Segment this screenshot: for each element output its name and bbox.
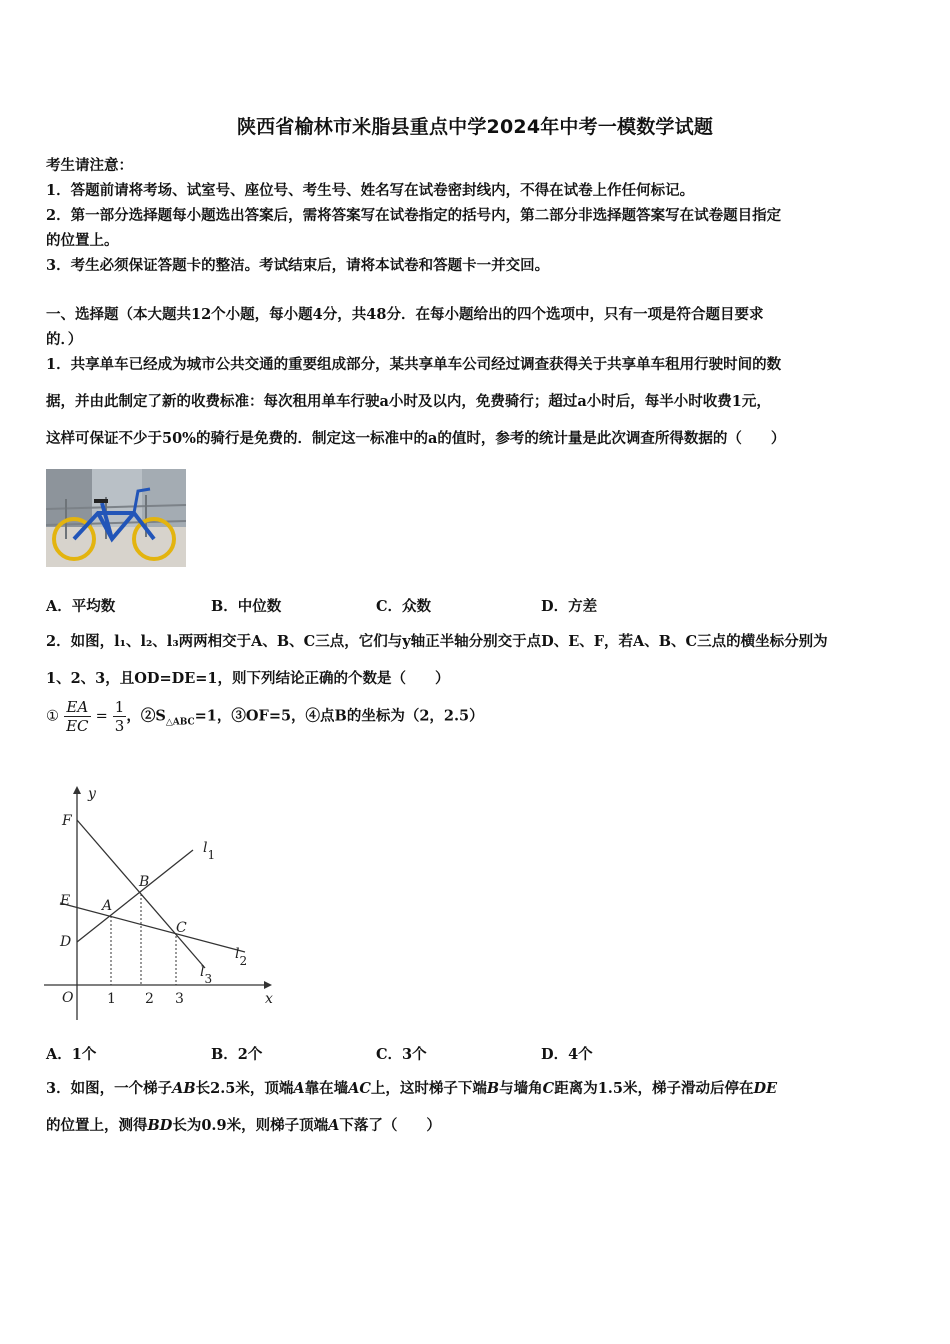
value-numerator: 1 (114, 698, 125, 716)
fraction-numerator: EA (64, 698, 90, 717)
notice-item-1: 1．答题前请将考场、试室号、座位号、考生号、姓名写在试卷密封线内，不得在试卷上作任何标记。 (46, 182, 695, 199)
q3-a: A (293, 1080, 305, 1097)
tick-3: 3 (175, 991, 184, 1007)
notice-heading: 考生请注意： (46, 157, 133, 174)
q2-line-2: 1、2、3，且OD=DE=1，则下列结论正确的个数是（ ） (46, 670, 450, 687)
q1-line-2: 据，并由此制定了新的收费标准：每次租用单车行驶a小时及以内，免费骑行；超过a小时后，每半小时收费1元， (46, 393, 771, 410)
q3-text-5: 与墙角 (499, 1080, 543, 1097)
label-l1 (203, 840, 215, 862)
label-l3 (200, 964, 212, 986)
line-l2 (60, 903, 245, 952)
q2-option-d[interactable]: D．4个 (541, 1046, 593, 1063)
q1-option-a[interactable]: A．平均数 (46, 598, 116, 615)
y-axis-arrow (73, 786, 81, 794)
l2-letter: l (235, 946, 240, 962)
q3-text-6: 距离为1.5米，梯子滑动后停在 (554, 1080, 754, 1097)
q1-option-d[interactable]: D．方差 (541, 598, 598, 615)
q3-text-4: 上，这时梯子下端 (370, 1080, 487, 1097)
label-o: O (62, 990, 74, 1006)
label-x: x (265, 991, 273, 1007)
q2-line-1: 2．如图，l₁、l₂、l₃两两相交于A、B、C三点，它们与y轴正半轴分别交于点D、E、F，若A、B、C三点的横坐标分别为 (46, 633, 828, 650)
q3-text-8: 长为0.9米，则梯子顶端 (172, 1117, 329, 1134)
q2-option-b[interactable]: B．2个 (211, 1046, 263, 1063)
section-heading-cont: 的．） (46, 331, 83, 348)
q1-option-b[interactable]: B．中位数 (211, 598, 282, 615)
q3-bd: BD (147, 1117, 173, 1134)
value-denominator: 3 (114, 717, 125, 735)
statement-rest: =1，③OF=5，④点B的坐标为（2，2.5） (194, 707, 484, 725)
l1-letter: l (203, 840, 208, 856)
q3-c: C (542, 1080, 555, 1097)
fraction-ea-ec (64, 698, 90, 735)
tick-2: 2 (145, 991, 154, 1007)
q3-text-2: 长2.5米，顶端 (195, 1080, 294, 1097)
q3-de: DE (753, 1080, 778, 1097)
q3-ac: AC (348, 1080, 371, 1097)
fraction-one-third (113, 698, 127, 735)
q3-ab: AB (172, 1080, 196, 1097)
q1-option-c[interactable]: C．众数 (376, 598, 432, 615)
notice-item-2-cont: 的位置上。 (46, 232, 119, 249)
q3-text-3: 靠在墙 (304, 1080, 349, 1097)
coordinate-graph (40, 780, 285, 1025)
bicycle-photo (46, 469, 186, 567)
statement-2-start: ，②S (126, 707, 166, 725)
q3-b: B (486, 1080, 500, 1097)
notice-item-3: 3．考生必须保证答题卡的整洁。考试结束后，请将本试卷和答题卡一并交回。 (46, 257, 550, 274)
q2-option-a[interactable]: A．1个 (46, 1046, 97, 1063)
l2-subscript: 2 (239, 954, 248, 968)
label-c: C (176, 920, 187, 936)
x-axis-arrow (264, 981, 272, 989)
label-y: y (88, 786, 96, 802)
exam-title: 陕西省榆林市米脂县重点中学2024年中考一模数学试题 (236, 116, 714, 138)
q1-line-3: 这样可保证不少于50%的骑行是免费的．制定这一标准中的a的值时，参考的统计量是此次调查所得数据的（ ） (46, 430, 786, 447)
triangle-subscript: △ABC (165, 717, 195, 728)
label-b: B (139, 874, 150, 890)
q3-text-1: 3．如图，一个梯子 (46, 1080, 173, 1097)
equals-sign: = (95, 708, 108, 725)
label-e: E (60, 893, 71, 909)
circle-one: ① (46, 708, 59, 725)
label-d: D (60, 934, 72, 950)
label-l2 (235, 946, 247, 968)
q2-option-c[interactable]: C．3个 (376, 1046, 427, 1063)
label-a: A (102, 898, 113, 914)
l3-letter: l (200, 964, 205, 980)
q3-text-7: 的位置上，测得 (46, 1117, 148, 1134)
fraction-denominator: EC (66, 717, 89, 735)
notice-item-2: 2．第一部分选择题每小题选出答案后，需将答案写在试卷指定的括号内，第二部分非选择题答案写在试卷题目指定 (46, 207, 782, 224)
q3-line-1 (46, 1077, 777, 1098)
q2-statements (46, 698, 484, 735)
section-heading: 一、选择题（本大题共12个小题，每小题4分，共48分．在每小题给出的四个选项中，只有一项是符合题目要求 (46, 306, 764, 323)
q3-line-2 (46, 1114, 441, 1135)
l1-subscript: 1 (207, 848, 216, 862)
q3-text-9: 下落了（ ） (339, 1117, 441, 1134)
tick-1: 1 (107, 991, 116, 1007)
q1-line-1: 1．共享单车已经成为城市公共交通的重要组成部分，某共享单车公司经过调查获得关于共享单车租用行驶时间的数 (46, 356, 782, 373)
label-f: F (62, 813, 72, 829)
l3-subscript: 3 (204, 972, 213, 986)
q3-a2: A (328, 1117, 340, 1134)
